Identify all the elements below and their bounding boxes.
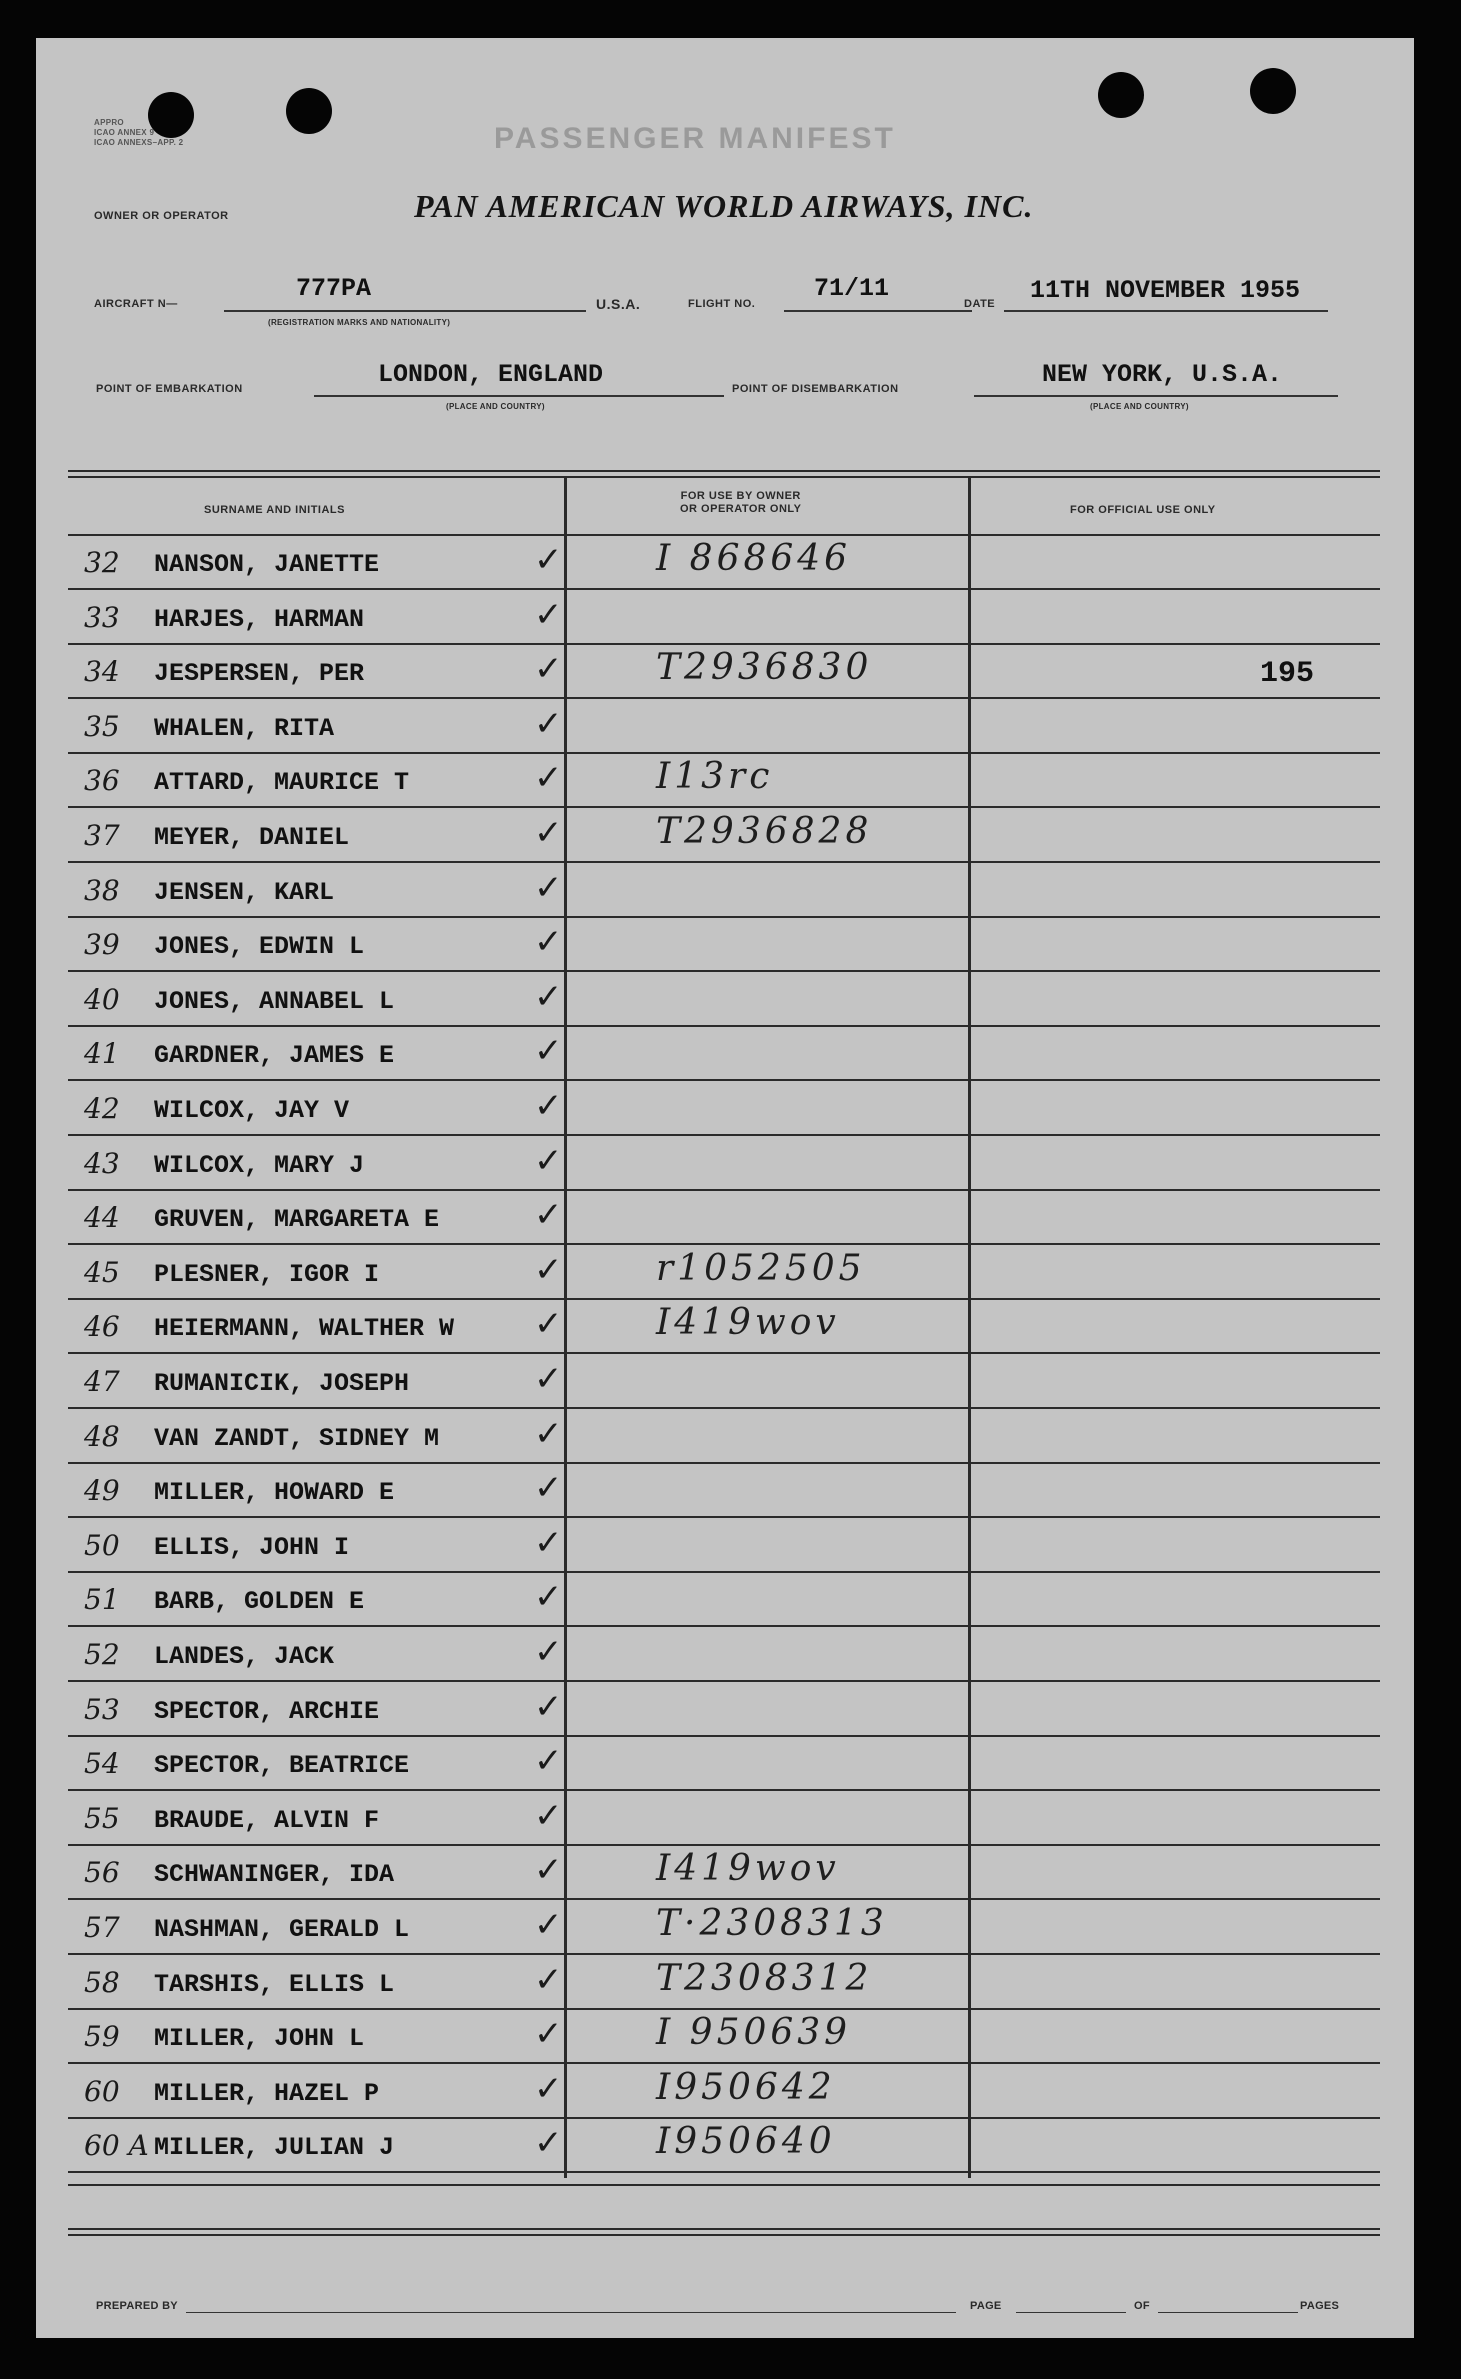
row-number: 60 A: [84, 2129, 149, 2163]
table-row: [36, 754, 1414, 808]
row-number: 44: [84, 1201, 120, 1235]
approval-stamp: [94, 118, 183, 148]
table-row: [36, 809, 1414, 863]
row-number: 50: [84, 1528, 120, 1562]
embarkation-place: LONDON, ENGLAND: [378, 360, 604, 389]
checkmark-icon: ✓: [534, 540, 563, 580]
checkmark-icon: ✓: [534, 1413, 563, 1454]
table-row: [36, 2010, 1414, 2064]
table-row: [36, 1519, 1414, 1573]
punch-hole: [1250, 68, 1296, 114]
disembarkation-place: NEW YORK, U.S.A.: [1042, 360, 1283, 389]
checkmark-icon: ✓: [534, 813, 563, 853]
row-number: 38: [84, 873, 120, 907]
checkmark-icon: ✓: [534, 1468, 563, 1509]
passenger-name: WHALEN, RITA: [154, 713, 335, 743]
passenger-name: ELLIS, JOHN I: [154, 1532, 350, 1562]
passenger-name: BARB, GOLDEN E: [154, 1587, 365, 1617]
row-number: 45: [84, 1255, 120, 1289]
checkmark-icon: ✓: [534, 758, 563, 799]
column-header-surname: SURNAME AND INITIALS: [204, 504, 345, 516]
checkmark-icon: ✓: [534, 1195, 563, 1236]
row-divider: [68, 2171, 1380, 2173]
table-row: [36, 864, 1414, 918]
embarkation-label: POINT OF EMBARKATION: [96, 383, 243, 395]
passenger-name: HEIERMANN, WALTHER W: [154, 1314, 455, 1344]
row-number: 49: [84, 1474, 120, 1508]
row-number: 54: [84, 1747, 120, 1781]
table-row: [36, 1082, 1414, 1136]
row-number: 43: [84, 1146, 120, 1180]
approval-line: ICAO ANNEXS–APP. 2: [94, 138, 184, 147]
aircraft-registration: 777PA: [296, 274, 372, 303]
checkmark-icon: ✓: [534, 1850, 563, 1891]
table-row: [36, 1246, 1414, 1300]
checkmark-icon: ✓: [534, 1686, 563, 1727]
passenger-list: [36, 536, 1414, 2176]
row-number: 41: [84, 1037, 120, 1071]
passenger-name: GARDNER, JAMES E: [154, 1041, 395, 1071]
checkmark-icon: ✓: [534, 1632, 563, 1672]
manifest-sheet: [36, 38, 1414, 2338]
checkmark-icon: ✓: [534, 2123, 563, 2164]
approval-line: ICAO ANNEX 9: [94, 128, 155, 137]
passenger-name: SPECTOR, ARCHIE: [154, 1696, 380, 1726]
checkmark-icon: ✓: [534, 1522, 563, 1563]
row-number: 59: [84, 2020, 120, 2054]
passenger-name: WILCOX, MARY J: [154, 1150, 365, 1180]
checkmark-icon: ✓: [534, 1304, 563, 1345]
row-number: 55: [84, 1801, 120, 1835]
operator-name: PAN AMERICAN WORLD AIRWAYS, INC.: [414, 188, 1034, 224]
document-number: I13rc: [656, 756, 774, 798]
column-header-line: OR OPERATOR ONLY: [680, 503, 802, 515]
passenger-name: JONES, ANNABEL L: [154, 986, 395, 1016]
row-number: 39: [84, 928, 120, 962]
passenger-name: MILLER, HAZEL P: [154, 2078, 380, 2108]
passenger-name: TARSHIS, ELLIS L: [154, 1969, 395, 1999]
document-number: I950640: [656, 2121, 836, 2163]
of-label: OF: [1134, 2300, 1150, 2312]
flight-label: FLIGHT NO.: [688, 298, 756, 310]
row-number: 51: [84, 1583, 120, 1617]
row-number: 32: [84, 546, 120, 579]
checkmark-icon: ✓: [534, 2014, 563, 2055]
table-row: [36, 1901, 1414, 1955]
table-row: [36, 973, 1414, 1027]
row-number: 56: [84, 1856, 120, 1890]
official-note: 195: [1260, 657, 1315, 692]
prepared-by-label: PREPARED BY: [96, 2300, 178, 2312]
table-row: [36, 1628, 1414, 1682]
passenger-name: MILLER, JULIAN J: [154, 2133, 395, 2163]
row-number: 35: [84, 709, 120, 743]
row-number: 42: [84, 1092, 120, 1125]
table-row: [36, 918, 1414, 972]
table-row: [36, 1737, 1414, 1791]
row-number: 47: [84, 1365, 120, 1398]
table-row: [36, 1464, 1414, 1518]
column-header-line: FOR USE BY OWNER: [680, 490, 801, 502]
embarkation-caption: (PLACE AND COUNTRY): [446, 402, 545, 411]
column-header-operator: [680, 490, 801, 516]
table-row: [36, 2065, 1414, 2119]
flight-number: 71/11: [814, 274, 890, 303]
checkmark-icon: ✓: [534, 1959, 563, 2000]
document-number: T2936830: [656, 647, 873, 689]
document-number: r1052505: [656, 1247, 866, 1289]
registration-caption: (REGISTRATION MARKS AND NATIONALITY): [268, 318, 451, 327]
table-row: [36, 1137, 1414, 1191]
checkmark-icon: ✓: [534, 1577, 563, 1618]
row-number: 48: [84, 1419, 120, 1453]
punch-hole: [286, 88, 332, 134]
pages-label: PAGES: [1300, 2300, 1340, 2312]
passenger-name: LANDES, JACK: [154, 1642, 335, 1671]
table-row: [36, 2119, 1414, 2173]
row-number: 33: [84, 600, 120, 634]
passenger-name: MEYER, DANIEL: [154, 823, 350, 852]
passenger-name: NASHMAN, GERALD L: [154, 1915, 410, 1944]
row-number: 60: [84, 2074, 120, 2108]
passenger-name: ATTARD, MAURICE T: [154, 768, 410, 798]
document-title: PASSENGER MANIFEST: [494, 122, 896, 155]
row-number: 36: [84, 764, 120, 798]
country-code: U.S.A.: [596, 296, 641, 312]
table-row: [36, 1683, 1414, 1737]
passenger-name: WILCOX, JAY V: [154, 1096, 350, 1125]
checkmark-icon: ✓: [534, 1795, 563, 1836]
table-row: [36, 1191, 1414, 1245]
table-row: [36, 1027, 1414, 1081]
passenger-name: VAN ZANDT, SIDNEY M: [154, 1423, 440, 1453]
table-row: [36, 645, 1414, 699]
row-number: 58: [84, 1965, 120, 1999]
table-row: [36, 1792, 1414, 1846]
page-label: PAGE: [970, 2300, 1002, 2312]
row-number: 34: [84, 655, 120, 689]
document-number: I 868646: [656, 538, 852, 579]
row-number: 40: [84, 982, 120, 1016]
disembarkation-label: POINT OF DISEMBARKATION: [732, 383, 899, 395]
passenger-name: PLESNER, IGOR I: [154, 1259, 380, 1289]
table-row: [36, 700, 1414, 754]
table-row: [36, 1410, 1414, 1464]
passenger-name: NANSON, JANETTE: [154, 550, 380, 579]
disembarkation-caption: (PLACE AND COUNTRY): [1090, 402, 1189, 411]
checkmark-icon: ✓: [534, 594, 563, 635]
passenger-name: GRUVEN, MARGARETA E: [154, 1205, 440, 1235]
passenger-name: JENSEN, KARL: [154, 877, 335, 907]
row-number: 46: [84, 1310, 120, 1344]
row-number: 57: [84, 1911, 120, 1944]
passenger-name: SPECTOR, BEATRICE: [154, 1751, 410, 1781]
passenger-name: SCHWANINGER, IDA: [154, 1860, 395, 1890]
checkmark-icon: ✓: [534, 703, 563, 744]
checkmark-icon: ✓: [534, 649, 563, 690]
checkmark-icon: ✓: [534, 1741, 563, 1782]
passenger-name: JESPERSEN, PER: [154, 659, 365, 689]
passenger-name: MILLER, JOHN L: [154, 2024, 365, 2054]
document-number: I419wov: [656, 1848, 840, 1890]
checkmark-icon: ✓: [534, 922, 563, 963]
checkmark-icon: ✓: [534, 1249, 563, 1290]
passenger-name: RUMANICIK, JOSEPH: [154, 1369, 410, 1398]
aircraft-label: AIRCRAFT N—: [94, 298, 178, 310]
checkmark-icon: ✓: [534, 976, 563, 1017]
row-number: 37: [84, 819, 120, 852]
column-header-official: FOR OFFICIAL USE ONLY: [1070, 504, 1216, 516]
approval-line: APPRO: [94, 118, 124, 127]
date-label: DATE: [964, 298, 996, 310]
passenger-name: BRAUDE, ALVIN F: [154, 1805, 380, 1835]
checkmark-icon: ✓: [534, 1086, 563, 1126]
table-row: [36, 1300, 1414, 1354]
passenger-name: MILLER, HOWARD E: [154, 1478, 395, 1508]
table-row: [36, 536, 1414, 590]
owner-label: OWNER OR OPERATOR: [94, 210, 229, 222]
document-number: I950642: [656, 2066, 836, 2108]
table-row: [36, 1355, 1414, 1409]
checkmark-icon: ✓: [534, 1031, 563, 1072]
passenger-name: HARJES, HARMAN: [154, 604, 365, 634]
table-row: [36, 1846, 1414, 1900]
checkmark-icon: ✓: [534, 867, 563, 908]
checkmark-icon: ✓: [534, 1359, 563, 1399]
passenger-name: JONES, EDWIN L: [154, 932, 365, 962]
checkmark-icon: ✓: [534, 1140, 563, 1181]
table-row: [36, 1573, 1414, 1627]
document-number: I 950639: [656, 2012, 852, 2054]
document-number: I419wov: [656, 1302, 840, 1344]
checkmark-icon: ✓: [534, 2068, 563, 2109]
flight-date: 11TH NOVEMBER 1955: [1030, 276, 1301, 305]
row-number: 52: [84, 1638, 120, 1671]
table-row: [36, 591, 1414, 645]
document-number: T·2308313: [656, 1903, 888, 1944]
checkmark-icon: ✓: [534, 1905, 563, 1945]
row-number: 53: [84, 1692, 120, 1726]
document-number: T2308312: [656, 1957, 873, 1999]
punch-hole: [1098, 72, 1144, 118]
table-row: [36, 1956, 1414, 2010]
document-number: T2936828: [656, 811, 873, 852]
